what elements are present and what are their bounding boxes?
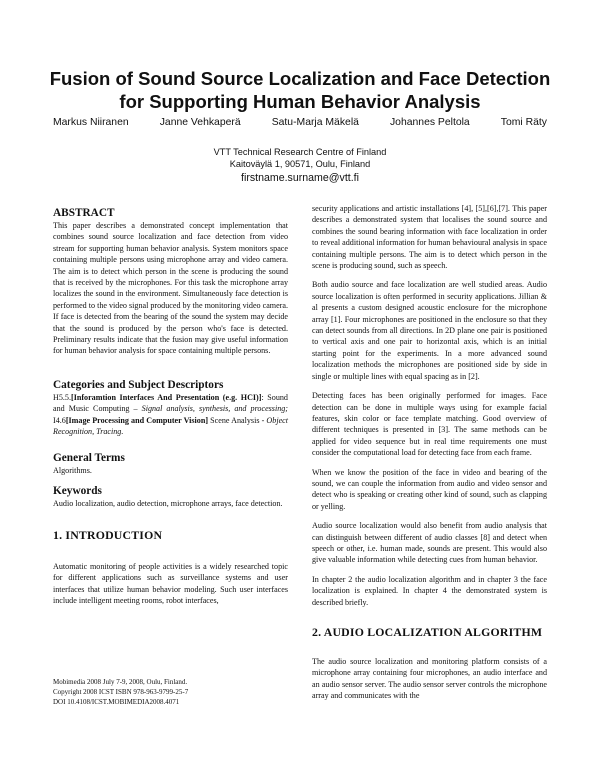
categories-heading: Categories and Subject Descriptors	[53, 379, 224, 391]
category-title: [Inforamtion Interfaces And Presentation (e.g. HCI)]	[71, 393, 262, 402]
author: Markus Niiranen	[53, 117, 129, 128]
introduction-heading: 1. INTRODUCTION	[53, 528, 163, 542]
introduction-paragraph: When we know the position of the face in video and bearing of the sound, we can couple the information from audio and video sensor and detect who is speaking or creating other kind of sound, such as clapping or yelling.	[312, 467, 547, 511]
general-terms-section	[53, 452, 288, 476]
title-line-2: for Supporting Human Behavior Analysis	[119, 91, 481, 112]
author: Janne Vehkaperä	[159, 117, 241, 128]
affiliation-institution: VTT Technical Research Centre of Finland	[213, 147, 387, 157]
author: Tomi Räty	[500, 117, 547, 128]
footer-conference: Mobimedia 2008 July 7-9, 2008, Oulu, Finland.	[53, 678, 188, 686]
abstract-text: This paper describes a demonstrated concept implementation that combines sound source localization and face detection from video stream for supporting human behavior analysis. System monitors space containing multiple persons using microphone array and video camera. The aim is to detect which person in the scene is producing the sound that is received by the microphones. For this task the microphone array localizes the sound in the environment. Simultaneously face detection is performed to the video signal produced by the monitoring video camera. If face is detected from the bearing of the sound the system may decide that the sound is produced by the person who's face is detected. Preliminary results indicate that the fusion may give useful information for human behavior analysis for space containing multiple persons.	[53, 221, 288, 356]
section-2-paragraph: The audio source localization and monitoring platform consists of a microphone array containing four microphones, an audio interface and an audio sensor server. The audio sensor server controls the microphone array and communicates with the	[312, 657, 547, 701]
introduction-paragraph: Detecting faces has been originally performed for images. Face detection can be done in multiple ways using for example facial features, skin color or face template matching. Good overview of different techniques is presented in [3]. The same methods can be applied for video sequence but in real time requirements one must consider the computational load for detecting face from each frame.	[312, 391, 547, 458]
footer-doi: DOI 10.4108/ICST.MOBIMEDIA2008.4071	[53, 697, 180, 706]
keywords-heading: Keywords	[53, 485, 102, 497]
section-2-heading: 2. AUDIO LOCALIZATION ALGORITHM	[312, 625, 543, 639]
paper-title	[0, 67, 600, 113]
title-line-1: Fusion of Sound Source Localization and Face Detection	[49, 68, 551, 89]
affiliation-address: Kaitoväylä 1, 90571, Oulu, Finland	[229, 159, 371, 169]
general-terms-text: Algorithms.	[53, 466, 92, 475]
introduction-paragraph: Automatic monitoring of people activities is a widely researched topic for different applications such as surveillance systems and user interfaces that utilize human behavior modeling. Such user interfaces include intelligent meeting rooms, robot interfaces,	[53, 562, 288, 606]
category-subject: Scene Analysis -	[208, 415, 267, 425]
footer-copyright: Copyright 2008 ICST ISBN 978-963-9799-25-7	[53, 687, 189, 696]
copyright-footer	[53, 678, 288, 707]
category-descriptor: Signal analysis, synthesis, and processing;	[141, 404, 288, 414]
categories-section	[53, 379, 288, 438]
general-terms-heading: General Terms	[53, 452, 125, 464]
introduction-paragraph: Audio source localization would also benefit from audio analysis that can distinguish between different of audio classes [8] and detect when speech or other, i.e. human made, sounds are present. This would also give valuable information while detecting cues from human behavior.	[312, 521, 547, 565]
category-title: [Image Processing and Computer Vision]	[65, 415, 209, 425]
category-subject: : Sound and Music Computing –	[53, 393, 288, 414]
keywords-text: Audio localization, audio detection, microphone arrays, face detection.	[53, 499, 283, 508]
author-list	[53, 117, 547, 128]
introduction-paragraph: security applications and artistic installations [4], [5],[6],[7]. This paper describes a demonstrated system that localises the sound source and combines the sound bearing information with face localization in order to reveal additional information for human behavioural analysis in space containing multiple persons. The aim is to detect which person in the scene is producing sound, such as speech.	[312, 204, 547, 271]
author: Satu-Marja Mäkelä	[271, 117, 359, 128]
category-code: I4.6	[53, 415, 66, 425]
right-column	[312, 203, 547, 616]
introduction-paragraph: In chapter 2 the audio localization algorithm and in chapter 3 the face localization is explained. In chapter 4 the demonstrated system is described briefly.	[312, 574, 547, 607]
abstract-heading: ABSTRACT	[53, 207, 115, 219]
introduction-paragraph: Both audio source and face localization are well studied areas. Audio source localization is often performed in security applications. Jillian & al presents a custom designed acoustic enclosure for the microphone array [1]. Four microphones are positioned in the enclosure so that they can detect sounds from all directions. In 2D plane one pair is positioned to vertical axis and one pair to horizontal axis, which is an initial starting point for the experiments. In a more advanced sound localization methods the microphones are positioned side by side in single or multiple lines with equal spacing as in [2].	[312, 280, 547, 381]
category-descriptor: Object Recognition, Tracing.	[53, 415, 288, 437]
keywords-section	[53, 485, 288, 509]
author-email: firstname.surname@vtt.fi	[241, 172, 359, 184]
author: Johannes Peltola	[389, 117, 470, 128]
abstract-section	[53, 207, 288, 357]
affiliation	[0, 146, 600, 170]
category-code: H5.5.	[53, 393, 71, 402]
categories-text	[53, 392, 288, 438]
